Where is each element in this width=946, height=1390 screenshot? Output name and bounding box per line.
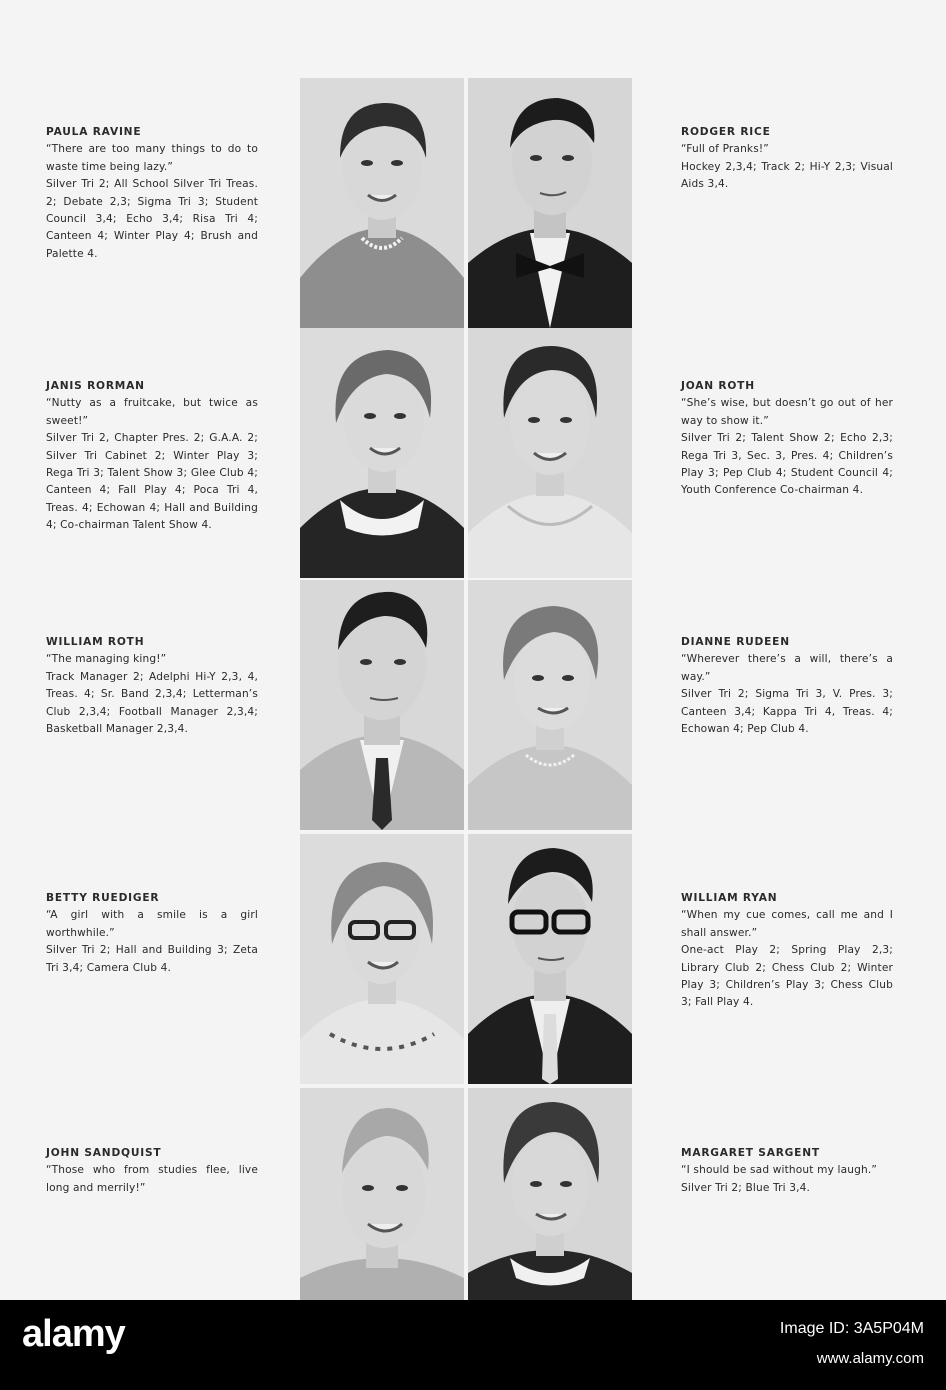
student-name: RODGER RICE: [681, 126, 771, 138]
image-id-label: Image ID: 3A5P04M: [779, 1320, 924, 1337]
student-quote: “When my cue comes, call me and I shall answer.”: [681, 909, 893, 939]
student-quote: “The managing king!”: [46, 653, 167, 666]
student-name: PAULA RAVINE: [46, 126, 142, 138]
portrait-rodger-rice: [468, 78, 632, 328]
bio-margaret-sargent: [681, 1145, 893, 1197]
student-activities: One-act Play 2; Spring Play 2,3; Library Club 2; Chess Club 2; Winter Play 3; Children’s Play 3; Chess Club 3; Fall Play 4.: [681, 944, 893, 1009]
student-name: JOHN SANDQUIST: [46, 1147, 162, 1159]
student-quote: “Full of Pranks!”: [681, 143, 769, 156]
portrait-william-roth: [300, 580, 464, 830]
alamy-logo: alamy: [22, 1313, 125, 1355]
bio-william-ryan: [681, 890, 893, 1012]
bio-paula-ravine: [46, 124, 258, 263]
student-activities: Silver Tri 2; Talent Show 2; Echo 2,3; Rega Tri 3, Sec. 3, Pres. 4; Children’s Play 3; Pep Club 4; Student Council 4; Youth Conference Co-chairman 4.: [681, 432, 893, 497]
bio-janis-rorman: [46, 378, 258, 535]
bio-john-sandquist: [46, 1145, 258, 1197]
student-quote: “I should be sad without my laugh.”: [681, 1164, 877, 1177]
student-name: MARGARET SARGENT: [681, 1147, 820, 1159]
student-activities: Silver Tri 2, Chapter Pres. 2; G.A.A. 2; Silver Tri Cabinet 2; Winter Play 3; Rega Tri 3; Talent Show 3; Glee Club 4; Canteen 4; Fall Play 4; Poca Tri 4, Treas. 4; Echowan 4; Hall and Building 4; Co-chairman Talent Show 4.: [46, 432, 258, 532]
student-activities: Hockey 2,3,4; Track 2; Hi-Y 2,3; Visual Aids 3,4.: [681, 160, 893, 191]
student-activities: Silver Tri 2; Hall and Building 3; Zeta Tri 3,4; Camera Club 4.: [46, 944, 258, 974]
portrait-dianne-rudeen: [468, 580, 632, 830]
bio-betty-ruediger: [46, 890, 258, 977]
portrait-paula-ravine: [300, 78, 464, 328]
portrait-betty-ruediger: [300, 834, 464, 1084]
student-name: DIANNE RUDEEN: [681, 636, 790, 648]
bio-william-roth: [46, 634, 258, 738]
stock-footer-banner: [0, 1300, 946, 1390]
bio-joan-roth: [681, 378, 893, 500]
site-url-label: www.alamy.com: [816, 1350, 924, 1367]
portrait-janis-rorman: [300, 328, 464, 578]
student-name: WILLIAM RYAN: [681, 892, 778, 904]
student-quote: “Nutty as a fruitcake, but twice as sweet!”: [46, 397, 258, 427]
student-name: JANIS RORMAN: [46, 380, 145, 392]
student-activities: Silver Tri 2; Blue Tri 3,4.: [681, 1181, 811, 1194]
bio-rodger-rice: [681, 124, 893, 194]
portrait-john-sandquist: [300, 1088, 464, 1300]
student-activities: Silver Tri 2; All School Silver Tri Treas. 2; Debate 2,3; Sigma Tri 3; Student Council 3,4; Echo 3,4; Risa Tri 4; Canteen 4; Winter Play 4; Brush and Palette 4.: [46, 178, 258, 260]
student-name: JOAN ROTH: [681, 380, 755, 392]
student-quote: “Those who from studies flee, live long and merrily!”: [46, 1164, 258, 1194]
student-activities: Track Manager 2; Adelphi Hi-Y 2,3, 4, Treas. 4; Sr. Band 2,3,4; Letterman’s Club 2,3,4; Football Manager 2,3,4; Basketball Manager 2,3,4.: [46, 670, 258, 736]
student-activities: Silver Tri 2; Sigma Tri 3, V. Pres. 3; Canteen 3,4; Kappa Tri 4, Treas. 4; Echowan 4; Pep Club 4.: [681, 688, 893, 736]
bio-dianne-rudeen: [681, 634, 893, 738]
portrait-margaret-sargent: [468, 1088, 632, 1300]
student-quote: “There are too many things to do to waste time being lazy.”: [46, 143, 258, 173]
student-quote: “Wherever there’s a will, there’s a way.”: [681, 653, 893, 683]
student-name: BETTY RUEDIGER: [46, 892, 160, 904]
portrait-grid: [300, 78, 632, 1300]
student-name: WILLIAM ROTH: [46, 636, 145, 648]
portrait-joan-roth: [468, 328, 632, 578]
student-quote: “She’s wise, but doesn’t go out of her way to show it.”: [681, 397, 893, 427]
student-quote: “A girl with a smile is a girl worthwhile.”: [46, 909, 258, 939]
portrait-william-ryan: [468, 834, 632, 1084]
